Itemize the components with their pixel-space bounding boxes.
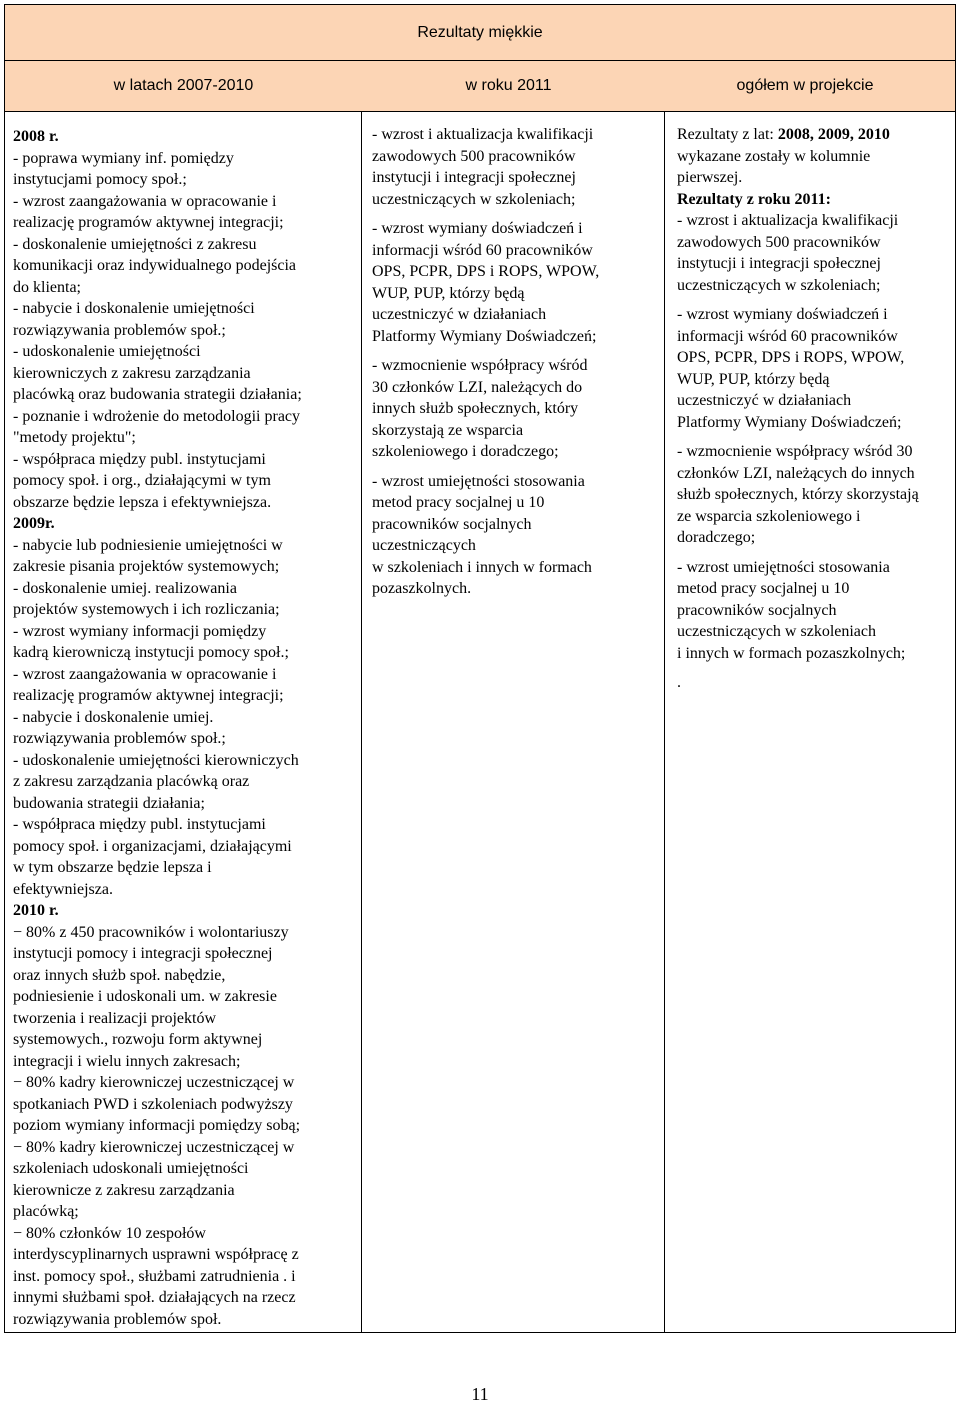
text-line: - wzrost wymiany doświadczeń i: [677, 306, 888, 323]
text-line: uczestniczących: [372, 537, 476, 554]
text-line: uczestniczyć w działaniach: [677, 392, 852, 409]
result-paragraph: [372, 124, 658, 210]
text-line: - udoskonalenie umiejętności: [13, 343, 201, 360]
text-line: kierowniczych z zakresu zarządzania: [13, 364, 251, 382]
text-line: obszarze będzie lepsza i efektywniejsza.: [13, 493, 272, 511]
text-line: kierownicze z zakresu zarządzania: [13, 1181, 235, 1199]
text-line: podniesienie i udoskonali um. w zakresie: [13, 988, 277, 1005]
text-line: - wzrost wymiany informacji pomiędzy: [13, 622, 267, 640]
text-line: rozwiązywania problemów społ.;: [13, 321, 226, 339]
text-line: instytucji pomocy i integracji społecznej: [13, 945, 273, 962]
text-line: szkoleniowego i doradczego;: [372, 443, 559, 460]
results-table: [4, 4, 956, 1333]
text-line: - wzrost umiejętności stosowania: [372, 472, 585, 490]
text-line: - wzrost i aktualizacja kwalifikacji: [677, 212, 899, 229]
text-line: - wzrost i aktualizacja kwalifikacji: [372, 126, 594, 143]
text-line: innymi służbami społ. działających na rzecz: [13, 1289, 296, 1306]
text-line: 30 członków LZI, należących do: [372, 378, 583, 396]
text-line: doradczego;: [677, 529, 756, 546]
result-paragraph: [372, 355, 658, 463]
column-header-2011: w roku 2011: [465, 77, 552, 94]
column-headers: [5, 61, 955, 112]
text-line: placówką oraz budowania strategii działania;: [13, 386, 302, 403]
text-line: "metody projektu";: [13, 429, 136, 446]
text-line: - nabycie i doskonalenie umiej.: [13, 708, 214, 726]
year-heading: 2009r.: [13, 515, 55, 532]
text-line: ze wsparcia szkoleniowego i: [677, 507, 861, 525]
text-line: integracji i wielu innych zakresach;: [13, 1052, 241, 1070]
text-line: wykazane zostały w kolumnie: [677, 147, 871, 165]
text-line: uczestniczących w szkoleniach;: [372, 190, 576, 208]
text-line: poziom wymiany informacji pomiędzy sobą;: [13, 1117, 301, 1134]
year-heading: 2008 r.: [13, 128, 59, 145]
text-line: informacji wśród 60 pracowników: [677, 327, 898, 345]
text-line: zawodowych 500 pracowników: [372, 147, 576, 165]
text-line: pomocy społ. i org., działającymi w tym: [13, 472, 271, 489]
text-line: WUP, PUP, którzy będą: [677, 370, 830, 388]
column-2011: [362, 112, 665, 1332]
text-line: - wzrost umiejętności stosowania: [677, 558, 890, 576]
text-line: − 80% z 450 pracowników i wolontariuszy: [13, 923, 289, 941]
text-line: - nabycie i doskonalenie umiejętności: [13, 300, 255, 317]
text-line: kadrą kierowniczą instytucji pomocy społ.;: [13, 644, 289, 661]
result-paragraph: [677, 210, 949, 296]
text-line: w tym obszarze będzie lepsza i: [13, 859, 212, 876]
text-line: komunikacji oraz indywidualnego podejścia: [13, 257, 297, 274]
text-line: pracowników socjalnych: [677, 601, 837, 619]
text-line: - poprawa wymiany inf. pomiędzy: [13, 149, 234, 167]
text-line: i innych w formach pozaszkolnych;: [677, 644, 906, 662]
text-line: pomocy społ. i organizacjami, działającymi: [13, 837, 292, 855]
result-paragraph: [372, 471, 658, 600]
table-title: Rezultaty miękkie: [5, 5, 955, 61]
text-line: zakresie pisania projektów systemowych;: [13, 558, 280, 575]
text-line: instytucjami pomocy społ.;: [13, 171, 187, 188]
text-line: innych służb społecznych, który: [372, 400, 579, 417]
text-line: - nabycie lub podniesienie umiejętności w: [13, 536, 283, 554]
column-header-total: ogółem w projekcie: [736, 77, 874, 94]
text-line: informacji wśród 60 pracowników: [372, 241, 593, 259]
text-line: do klienta;: [13, 278, 81, 296]
text-line: uczestniczących w szkoleniach: [677, 623, 877, 640]
text-line: inst. pomocy społ., służbami zatrudnienia . i: [13, 1267, 296, 1285]
text-line: metod pracy socjalnej u 10: [372, 494, 545, 511]
text-line: - wzmocnienie współpracy wśród: [372, 357, 588, 374]
text-line: oraz innych służb społ. nabędzie,: [13, 966, 226, 984]
result-paragraph: [677, 304, 949, 433]
text-line: − 80% kadry kierowniczej uczestniczącej w: [13, 1074, 295, 1091]
text-line: szkoleniach udoskonali umiejętności: [13, 1160, 249, 1177]
text-line: Platformy Wymiany Doświadczeń;: [677, 413, 902, 431]
text-line: pozaszkolnych.: [372, 580, 472, 597]
text-line: - doskonalenie umiej. realizowania: [13, 579, 237, 597]
text-line: służb społecznych, którzy skorzystają: [677, 486, 919, 503]
text-line: instytucji i integracji społecznej: [677, 255, 881, 272]
column-header-2007-2010: w latach 2007-2010: [113, 77, 254, 94]
text-line: pracowników socjalnych: [372, 515, 532, 533]
text-line: - wzrost zaangażowania w opracowanie i: [13, 665, 277, 683]
text-line: − 80% kadry kierowniczej uczestniczącej w: [13, 1138, 295, 1156]
text-line: realizację programów aktywnej integracji;: [13, 214, 284, 231]
text-line: - doskonalenie umiejętności z zakresu: [13, 235, 257, 253]
text-line: instytucji i integracji społecznej: [372, 169, 576, 186]
text-line: skorzystają ze wsparcia: [372, 421, 524, 439]
result-paragraph: [372, 218, 658, 347]
text-line: uczestniczących w szkoleniach;: [677, 276, 881, 294]
text-line: OPS, PCPR, DPS i ROPS, WPOW,: [372, 263, 600, 280]
text-line: w szkoleniach i innych w formach: [372, 558, 592, 576]
text-line: - wzrost zaangażowania w opracowanie i: [13, 192, 277, 210]
text-line: systemowych., rozwoju form aktywnej: [13, 1031, 263, 1048]
text-line: uczestniczyć w działaniach: [372, 306, 547, 323]
text-line: zawodowych 500 pracowników: [677, 233, 881, 251]
text-line: - współpraca między publ. instytucjami: [13, 816, 266, 833]
text-line: z zakresu zarządzania placówką oraz: [13, 773, 250, 790]
table-body: [5, 112, 955, 1332]
text-line: - poznanie i wdrożenie do metodologii pracy: [13, 407, 301, 425]
section-heading: Rezultaty z roku 2011:: [677, 190, 831, 208]
result-paragraph: [677, 557, 949, 665]
text-line: realizację programów aktywnej integracji;: [13, 687, 284, 704]
text-line: metod pracy socjalnej u 10: [677, 580, 850, 597]
text-line: efektywniejsza.: [13, 880, 113, 898]
text-line: spotkaniach PWD i szkoleniach podwyższy: [13, 1095, 293, 1113]
column-2007-2010: [5, 112, 362, 1332]
end-mark: .: [677, 674, 681, 691]
text-line: placówką;: [13, 1203, 79, 1220]
text-line: tworzenia i realizacji projektów: [13, 1009, 217, 1027]
text-line: rozwiązywania problemów społ.: [13, 1310, 222, 1328]
text-line: − 80% członków 10 zespołów: [13, 1224, 206, 1242]
page-number: 11: [471, 1384, 489, 1404]
year-heading: 2010 r.: [13, 902, 59, 919]
text-line: pierwszej.: [677, 169, 743, 186]
text-line: - wzmocnienie współpracy wśród 30: [677, 443, 913, 460]
result-paragraph: [677, 441, 949, 549]
column-total: [665, 112, 955, 1332]
text-line: członków LZI, należących do innych: [677, 464, 915, 482]
text-line: Platformy Wymiany Doświadczeń;: [372, 327, 597, 345]
text-line: projektów systemowych i ich rozliczania;: [13, 601, 280, 618]
intro-line: Rezultaty z lat: 2008, 2009, 2010: [677, 126, 890, 143]
text-line: WUP, PUP, którzy będą: [372, 284, 525, 302]
text-line: budowania strategii działania;: [13, 794, 205, 812]
text-line: interdyscyplinarnych usprawni współpracę z: [13, 1246, 299, 1263]
text-line: rozwiązywania problemów społ.;: [13, 730, 226, 747]
text-line: OPS, PCPR, DPS i ROPS, WPOW,: [677, 349, 905, 366]
text-line: - udoskonalenie umiejętności kierowniczych: [13, 751, 299, 769]
text-line: - współpraca między publ. instytucjami: [13, 450, 266, 468]
text-line: - wzrost wymiany doświadczeń i: [372, 220, 583, 237]
